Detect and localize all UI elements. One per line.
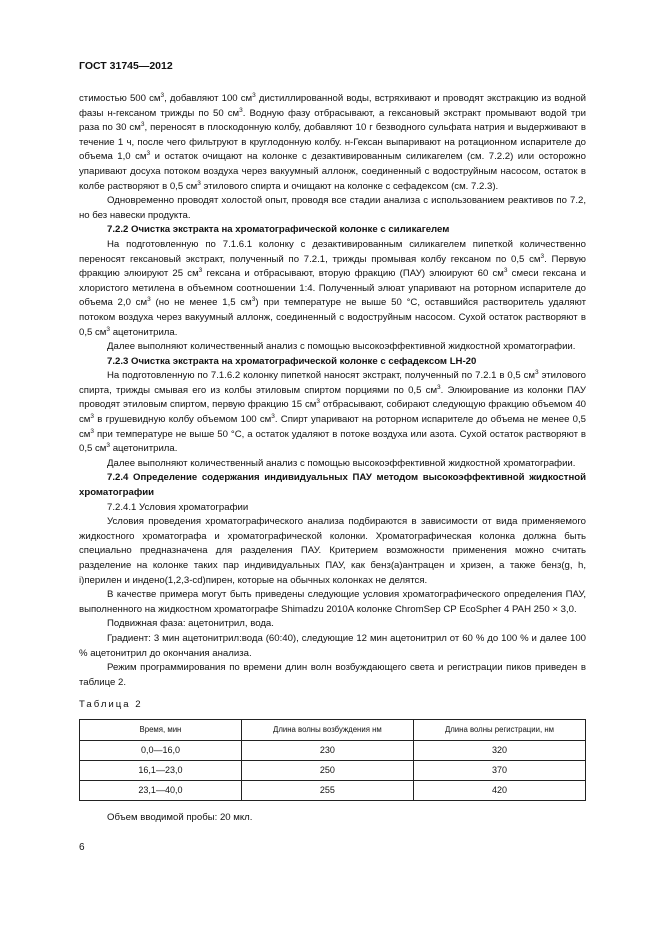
paragraph: На подготовленную по 7.1.6.2 колонку пипеткой наносят экстракт, полученный по 7.2.1 в 0,5 $см^3$ этилового спирта, трижды смывая его из колбы этиловым спиртом порциями по 0,5 $см^3$. Элюирование из колонки ПАУ проводят этиловым спиртом, первую фракцию 15 $см^3$ отбрасывают, собирают следующую фракцию объемом 40 $см^3$ в грушевидную колбу объемом 100 $см^3$. Спирт упаривают на роторном испарителе до объема не менее 0,5 $см^3$ при температуре не выше 50 °С, а остаток удаляют в потоке воздуха или азота. Сухой остаток растворяют в 0,5 $см^3$ ацетонитрила. bbox=[79, 369, 586, 455]
paragraph: Одновременно проводят холостой опыт, проводя все стадии анализа с использованием реактивов по 7.2, но без навески продукта. bbox=[79, 195, 586, 221]
table-caption: Таблица 2 bbox=[79, 699, 143, 711]
table-cell: 0,0—16,0 bbox=[80, 740, 242, 760]
paragraph: На подготовленную по 7.1.6.1 колонку с дезактивированным силикагелем пипеткой количественно переносят гексановый экстракт, полученный по 7.2.1, трижды промывая колбу гексаном по 0,5 $см^3$. Первую фракцию элюируют 25 $см^3$ гексана и отбрасывают, вторую фракцию (ПАУ) элюируют 60 $см^3$ смеси гексана и хлористого метилена в объемном соотношении 1:4. Полученный элюат упаривают на роторном испарителе до объема 2,0 $см^3$ (но не менее 1,5 $см^3$) при температуре не выше 50 °С, оставшийся растворитель удаляют потоком воздуха через вакуумный аллонж, соединенный с водоструйным насосом. Сухой остаток растворяют в 0,5 $см^3$ ацетонитрила. bbox=[79, 238, 586, 338]
column-header: Время, мин bbox=[80, 719, 242, 740]
paragraph: Условия проведения хроматографического анализа подбираются в зависимости от вида применяемого жидкостного хроматографа и хроматографической колонки. Хроматографическая колонка должна быть специально предназначена для разделения ПАУ. Критерием возможности применения можно считать разделение на колонке таких пар индивидуальных ПАУ, как бенз(а)антрацен и хризен, а также бенз(g, h, i)перилен и индено(1,2,3-cd)пирен, которые на обычных колонках не делятся. bbox=[79, 516, 586, 586]
paragraph: Градиент: 3 мин ацетонитрил:вода (60:40), следующие 12 мин ацетонитрил от 60 % до 100 % и далее 100 % ацетонитрил до окончания анализа. bbox=[79, 632, 586, 659]
table-cell: 370 bbox=[413, 760, 585, 780]
table-2 bbox=[79, 719, 586, 801]
paragraph: стимостью 500 $см^3$, добавляют 100 $см^3$ дистиллированной воды, встряхивают и проводят экстракцию из водной фазы н-гексаном трижды по 50 $см^3$. Водную фазу отбрасывают, а гексановый экстракт промывают водой три раза по 30 $см^3$, переносят в плоскодонную колбу, добавляют 10 г безводного сульфата натрия и выдерживают в течение 1 ч, после чего фильтруют в круглодонную колбу. н-Гексан выпаривают на ротационном испарителе до объема 1,0 $см^3$ и остаток очищают на колонке с дезактивированным силикагелем (см. 7.2.2) или осторожно упаривают досуха потоком воздуха через вакуумный аллонж, соединенный с водоструйным насосом, остаток в колбе растворяют в 0,5 $см^3$ этилового спирта и очищают на колонке с сефадексом (см. 7.2.3). bbox=[79, 92, 587, 192]
table-header-row bbox=[80, 719, 586, 740]
paragraph: Объем вводимой пробы: 20 мкл. bbox=[107, 811, 253, 823]
subsection-heading: 7.2.4.1 Условия хроматографии bbox=[107, 501, 249, 513]
table-cell: 23,1—40,0 bbox=[80, 780, 242, 800]
paragraph: Далее выполняют количественный анализ с помощью высокоэффективной жидкостной хроматографии. bbox=[107, 457, 576, 469]
table-cell: 255 bbox=[241, 780, 413, 800]
paragraph: Далее выполняют количественный анализ с помощью высокоэффективной жидкостной хроматографии. bbox=[107, 341, 576, 353]
paragraph: Подвижная фаза: ацетонитрил, вода. bbox=[107, 618, 274, 630]
table-row bbox=[80, 780, 586, 800]
table-cell: 16,1—23,0 bbox=[80, 760, 242, 780]
table-cell: 320 bbox=[413, 740, 585, 760]
table-cell: 250 bbox=[241, 760, 413, 780]
paragraph: Режим программирования по времени длин волн возбуждающего света и регистрации пиков приведен в таблице 2. bbox=[79, 662, 586, 688]
column-header: Длина волны возбуждения нм bbox=[241, 719, 413, 740]
table-row bbox=[80, 740, 586, 760]
paragraph: В качестве примера могут быть приведены следующие условия хроматографического определения ПАУ, выполненного на жидкостном хроматографе Shimadzu 2010А колонке ChromSep CP EcoSpher 4 PAH 250 × 3,0. bbox=[79, 589, 586, 615]
section-heading: 7.2.4 Определение содержания индивидуальных ПАУ методом высокоэффективной жидкостной хроматографии bbox=[79, 472, 586, 499]
page-number: 6 bbox=[79, 842, 85, 853]
column-header: Длина волны регистрации, нм bbox=[413, 719, 585, 740]
page-body bbox=[79, 92, 586, 826]
section-heading: 7.2.2 Очистка экстракта на хроматографической колонке с силикагелем bbox=[107, 224, 450, 236]
document-code: ГОСТ 31745—2012 bbox=[79, 60, 173, 72]
table-cell: 420 bbox=[413, 780, 585, 800]
section-heading: 7.2.3 Очистка экстракта на хроматографической колонке с сефадексом LH-20 bbox=[107, 355, 477, 367]
table-row bbox=[80, 760, 586, 780]
table-cell: 230 bbox=[241, 740, 413, 760]
